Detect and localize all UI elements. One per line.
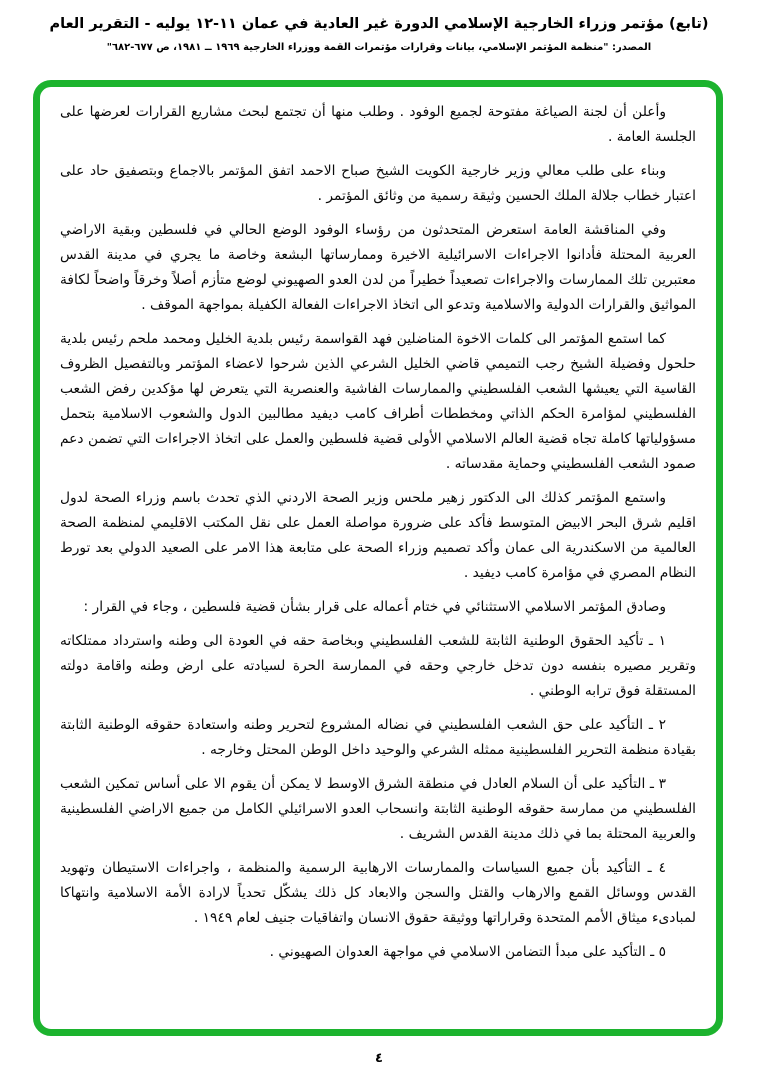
resolution-item-2: ٢ ـ التأكيد على حق الشعب الفلسطيني في نضاله المشروع لتحرير وطنه واستعادة حقوقه الوطنية الثابتة بقيادة منظمة التحرير الفلسطينية ممثله الشرعي والوحيد داخل الوطن المحتل وخارجه . bbox=[60, 717, 696, 758]
page-number: ٤ bbox=[375, 1051, 383, 1066]
content-border-box bbox=[33, 80, 723, 1036]
document-source-line: المصدر: "منظمة المؤتمر الإسلامي، بيانات وقرارات مؤتمرات القمة ووزراء الخارجية ١٩٦٩ ــ ١٩٨١، ص ٦٧٧-٦٨٢" bbox=[106, 42, 652, 53]
resolution-item-3: ٣ ـ التأكيد على أن السلام العادل في منطقة الشرق الاوسط لا يمكن أن يقوم الا على أساس تمكين الشعب الفلسطيني من ممارسة حقوقه الوطنية الثابتة وانسحاب العدو الاسرائيلي الكامل من جميع الاراضي الفلسطينية والعربية المحتلة بما في ذلك مدينة القدس الشريف . bbox=[60, 776, 696, 842]
paragraph-resolution-intro: وصادق المؤتمر الاسلامي الاستثنائي في ختام أعماله على قرار بشأن قضية فلسطين ، وجاء في القرار : bbox=[83, 599, 666, 615]
resolution-item-4: ٤ ـ التأكيد بأن جميع السياسات والممارسات الارهابية الرسمية والمنظمة ، واجراءات الاستيطان وتهويد القدس ووسائل القمع والارهاب والقتل والسجن والابعاد كل ذلك يشكّل تحدياً لارادة الأمة الاسلامية وانتهاكا لمبادىء ميثاق الأمم المتحدة وقراراتها ووثيقة حقوق الانسان واتفاقيات جنيف لعام ١٩٤٩ . bbox=[60, 860, 696, 926]
resolution-item-1: ١ ـ تأكيد الحقوق الوطنية الثابتة للشعب الفلسطيني وبخاصة حقه في العودة الى وطنه واسترداد ممتلكاته وتقرير مصيره بنفسه دون تدخل خارجي وحقه في الممارسة الحرة لسيادته على ارض وطنه واقامة دولته المستقلة فوق ترابه الوطني . bbox=[60, 633, 696, 699]
paragraph-mayors-speeches: كما استمع المؤتمر الى كلمات الاخوة المناضلين فهد القواسمة رئيس بلدية الخليل ومحمد ملحم رئيس بلدية حلحول وفضيلة الشيخ رجب التميمي قاضي الخليل الشرعي الذين شرحوا لاعضاء المؤتمر وبالتفصيل الظروف القاسية التي يعيشها الشعب الفلسطيني والممارسات الفاشية والعنصرية التي يتعرض لها مؤكدين رفض الشعب الفلسطيني لمؤامرة الحكم الذاتي ومخططات أطراف كامب ديفيد مطالبين الدول والشعوب الاسلامية بتحمل مسؤولياتها كاملة تجاه قضية العالم الاسلامي الأولى قضية فلسطين والعمل على اتخاذ الاجراءات التي تضمن دعم صمود الشعب الفلسطيني وحماية مقدساته . bbox=[60, 331, 696, 472]
paragraph-drafting-committee: وأعلن أن لجنة الصياغة مفتوحة لجميع الوفود . وطلب منها أن تجتمع لبحث مشاريع القرارات لعرضها على الجلسة العامة . bbox=[60, 104, 696, 145]
paragraph-general-discussion: وفي المناقشة العامة استعرض المتحدثون من رؤساء الوفود الوضع الحالي في فلسطين وبقية الاراضي العربية المحتلة فأدانوا الاجراءات الاسرائيلية الاخيرة وممارساتها البشعة وخاصة ما يجري في مدينة القدس معتبرين تلك الممارسات والاجراءات تصعيداً خطيراً من لدن العدو الصهيوني لوضع متأزم أصلاً وخرقاً واضحاً لكافة المواثيق والقرارات الدولية والاسلامية وتدعو الى اتخاذ الاجراءات الفعالة الكفيلة بمواجهة الموقف . bbox=[60, 222, 696, 313]
paragraph-kuwait-request: وبناء على طلب معالي وزير خارجية الكويت الشيخ صباح الاحمد اتفق المؤتمر بالاجماع وبتصفيق حاد على اعتبار خطاب جلالة الملك الحسين وثيقة رسمية من وثائق المؤتمر . bbox=[60, 163, 696, 204]
paragraph-health-minister: واستمع المؤتمر كذلك الى الدكتور زهير ملحس وزير الصحة الاردني الذي تحدث باسم وزراء الصحة لدول اقليم شرق البحر الابيض المتوسط فأكد على ضرورة مواصلة العمل على نقل المكتب الاقليمي لمنظمة الصحة العالمية من الاسكندرية الى عمان وأكد تصميم وزراء الصحة على متابعة هذا الامر على الصعيد الدولي بعد تورط النظام المصري في مؤامرة كامب ديفيد . bbox=[60, 490, 696, 581]
document-header bbox=[0, 0, 758, 56]
document-body bbox=[60, 100, 696, 965]
resolution-item-5: ٥ ـ التأكيد على مبدأ التضامن الاسلامي في مواجهة العدوان الصهيوني . bbox=[269, 944, 666, 960]
document-title: (تابع) مؤتمر وزراء الخارجية الإسلامي الدورة غير العادية في عمان ١١-١٢ يوليه - التقرير العام bbox=[49, 16, 709, 32]
